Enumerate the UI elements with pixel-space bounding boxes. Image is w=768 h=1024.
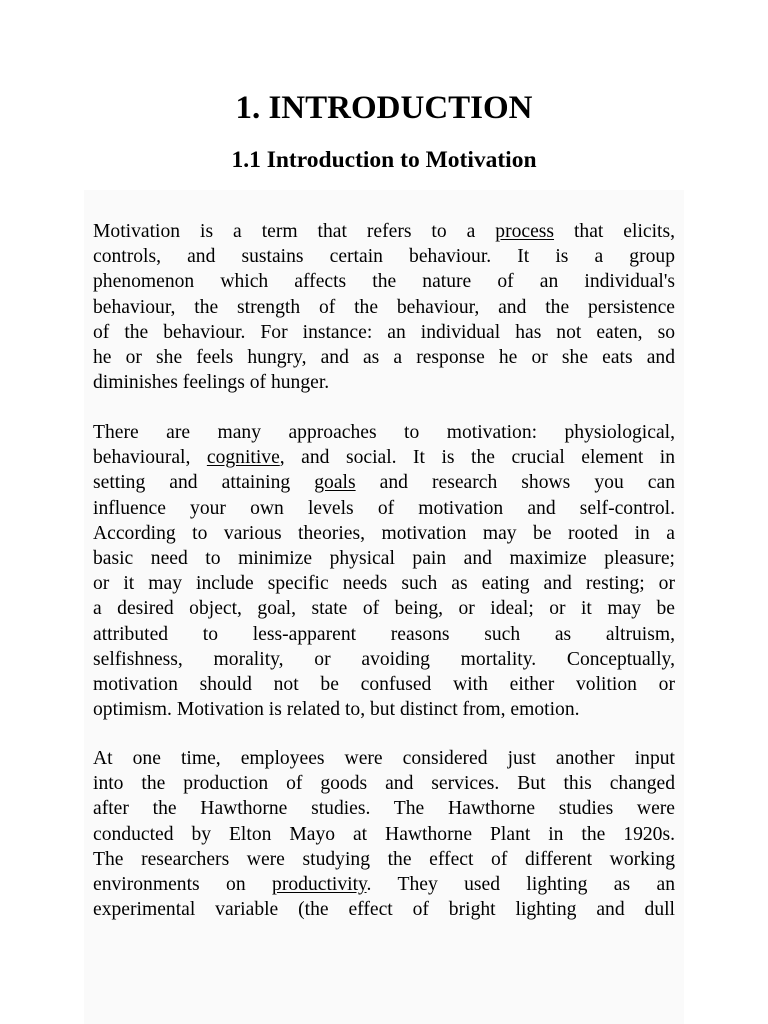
- text-line: [93, 622, 675, 647]
- text-line: [93, 269, 675, 294]
- hyperlink-productivity[interactable]: productivity: [272, 873, 367, 895]
- text-segment: or it may include specific needs such as eating and resting; or: [93, 573, 675, 595]
- text-line: [93, 445, 675, 470]
- text-line: [93, 897, 675, 922]
- text-line: [93, 647, 675, 672]
- text-segment: he or she feels hungry, and as a response he or she eats and: [93, 346, 675, 368]
- text-segment: There are many approaches to motivation: physiological,: [93, 422, 675, 443]
- text-segment: conducted by Elton Mayo at Hawthorne Plant in the 1920s.: [93, 823, 675, 845]
- text-segment: and research shows you can: [355, 472, 675, 494]
- text-segment: controls, and sustains certain behaviour. It is a group: [93, 246, 675, 268]
- text-line: [93, 470, 675, 495]
- text-segment: experimental variable (the effect of bright lighting and dull: [93, 899, 675, 921]
- text-segment: behavioural,: [93, 447, 207, 469]
- text-line: [93, 571, 675, 596]
- hyperlink-goals[interactable]: goals: [314, 472, 356, 494]
- text-segment: behaviour, the strength of the behaviour, and the persistence: [93, 296, 675, 318]
- text-segment: basic need to minimize physical pain and maximize pleasure;: [93, 547, 675, 569]
- text-segment: after the Hawthorne studies. The Hawthorne studies were: [93, 798, 675, 820]
- text-segment: , and social. It is the crucial element in: [279, 447, 675, 469]
- text-segment: that elicits,: [554, 221, 676, 242]
- text-segment: influence your own levels of motivation and self-control.: [93, 497, 675, 519]
- text-segment: a desired object, goal, state of being, or ideal; or it may be: [93, 598, 675, 620]
- text-segment: attributed to less-apparent reasons such as altruism,: [93, 623, 675, 645]
- paragraph-3: [93, 746, 675, 922]
- paragraph-2: [93, 420, 675, 722]
- text-line: [93, 847, 675, 872]
- text-segment: optimism. Motivation is related to, but distinct from, emotion.: [93, 699, 580, 721]
- text-line: [93, 295, 675, 320]
- text-segment: phenomenon which affects the nature of an individual's: [93, 271, 675, 293]
- text-line: [93, 345, 675, 370]
- hyperlink-cognitive[interactable]: cognitive: [206, 447, 280, 469]
- section-title: 1.1 Introduction to Motivation: [231, 147, 537, 173]
- text-segment: setting and attaining: [93, 472, 315, 494]
- text-segment: environments on: [93, 873, 273, 895]
- text-line: [93, 771, 675, 796]
- text-line: [93, 872, 675, 897]
- text-segment: At one time, employees were considered just another input: [93, 748, 675, 769]
- text-segment: of the behaviour. For instance: an individual has not eaten, so: [93, 321, 675, 343]
- text-line: [93, 746, 675, 771]
- text-segment: According to various theories, motivation may be rooted in a: [93, 522, 675, 544]
- text-line: [93, 546, 675, 571]
- text-segment: The researchers were studying the effect of different working: [93, 848, 675, 870]
- text-segment: into the production of goods and services. But this changed: [93, 773, 675, 795]
- paragraph-1: [93, 219, 675, 395]
- text-line: [93, 672, 675, 697]
- text-segment: . They used lighting as an: [366, 873, 675, 895]
- text-segment: selfishness, morality, or avoiding mortality. Conceptually,: [93, 648, 675, 670]
- text-line: [93, 244, 675, 269]
- text-line: [93, 596, 675, 621]
- text-segment: motivation should not be confused with either volition or: [93, 673, 675, 695]
- text-line: [93, 796, 675, 821]
- text-line: [93, 219, 675, 244]
- text-line: [93, 521, 675, 546]
- chapter-title: 1. INTRODUCTION: [235, 90, 533, 126]
- text-line: [93, 320, 675, 345]
- text-line: [93, 370, 675, 395]
- text-segment: Motivation is a term that refers to a: [93, 221, 496, 242]
- text-segment: diminishes feelings of hunger.: [93, 372, 330, 394]
- text-line: [93, 496, 675, 521]
- text-line: [93, 822, 675, 847]
- text-line: [93, 697, 675, 722]
- text-line: [93, 420, 675, 445]
- hyperlink-process[interactable]: process: [495, 221, 555, 242]
